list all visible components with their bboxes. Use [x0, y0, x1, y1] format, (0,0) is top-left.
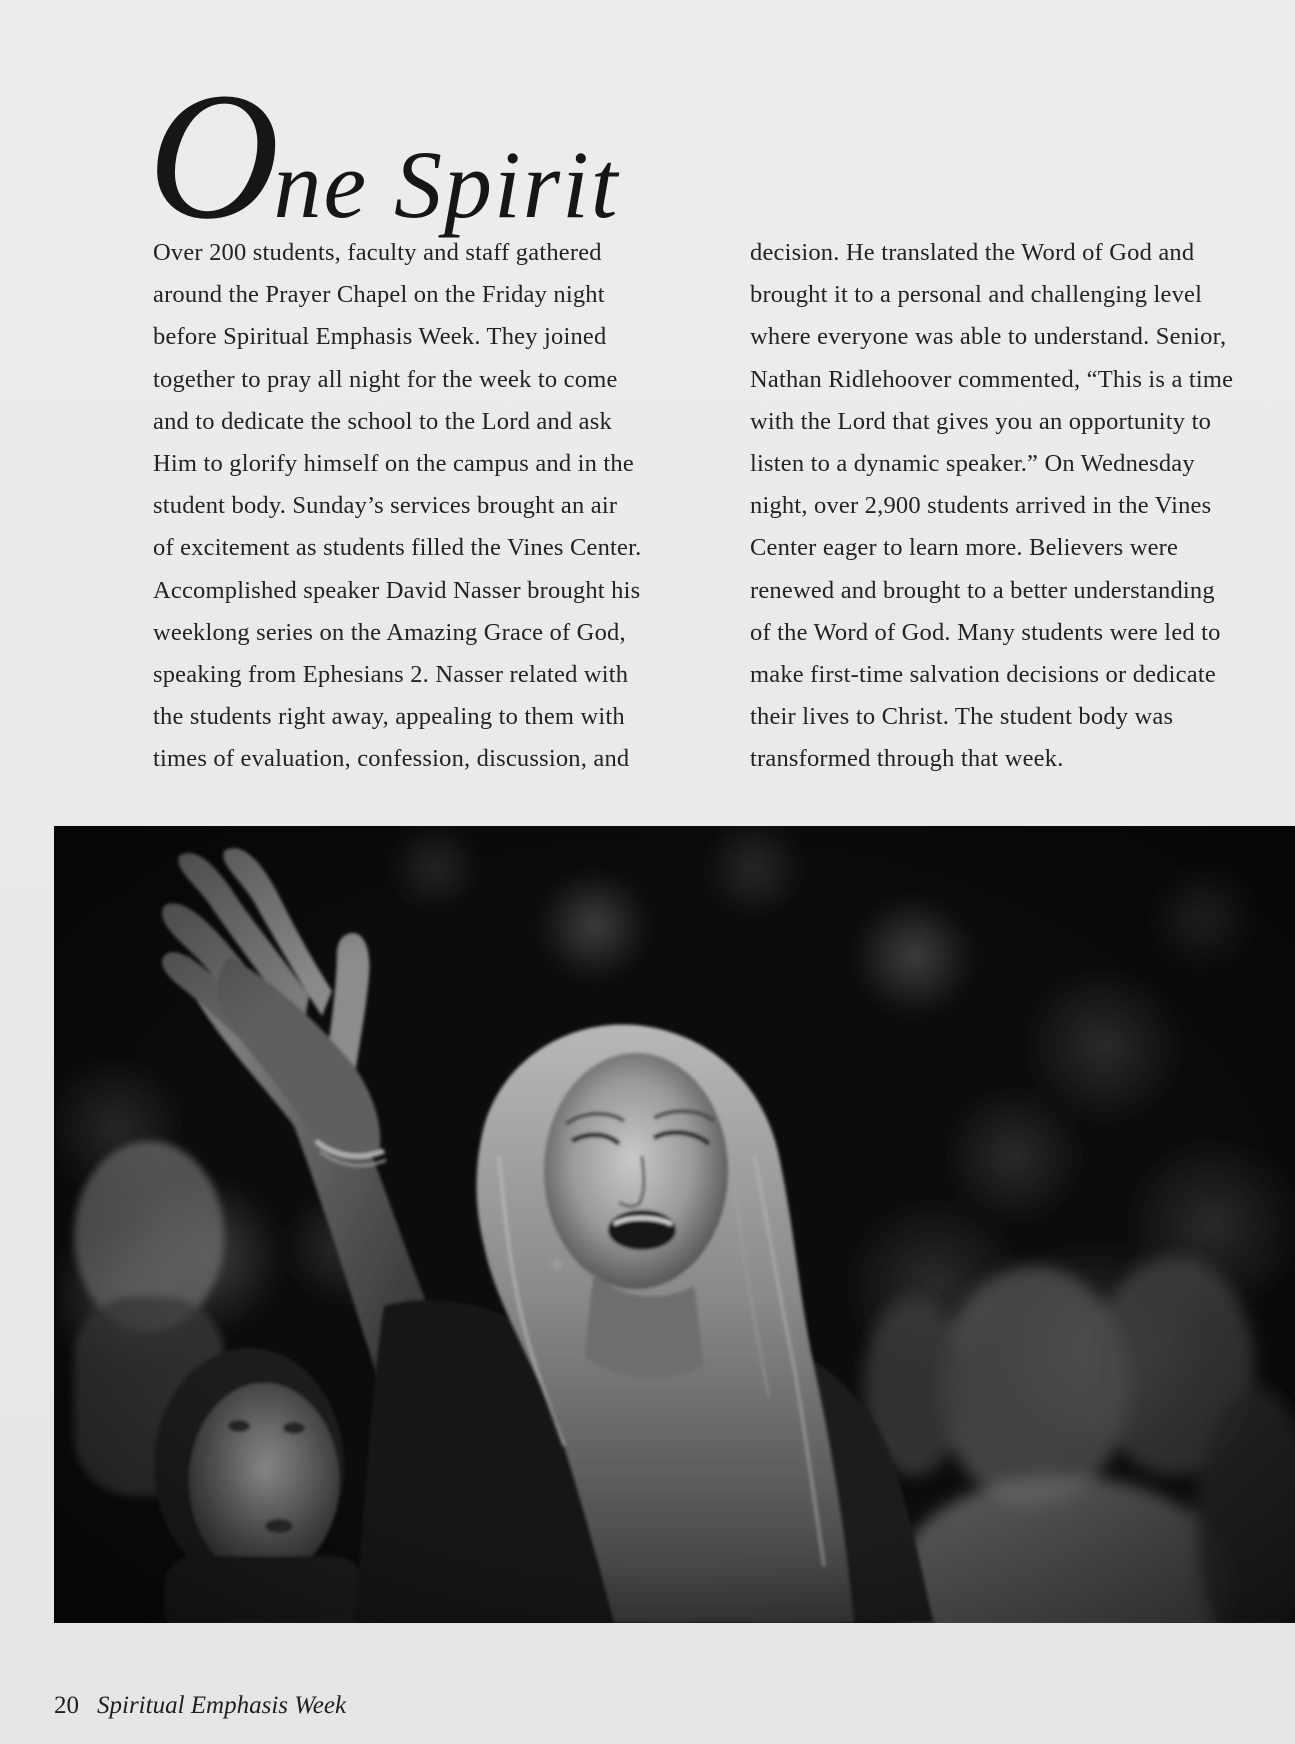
title-rest: ne Spirit	[273, 131, 620, 238]
body-line: brought it to a personal and challenging level	[750, 281, 1203, 309]
body-line: times of evaluation, confession, discussion, and	[153, 745, 630, 773]
worship-photo-illustration	[54, 826, 1295, 1623]
body-line: with the Lord that gives you an opportunity to	[750, 407, 1212, 435]
body-line: speaking from Ephesians 2. Nasser related with	[153, 661, 629, 689]
body-line: make first-time salvation decisions or dedicate	[750, 661, 1216, 689]
body-column-right	[750, 232, 1295, 781]
body-line: Center eager to learn more. Believers were	[750, 534, 1179, 562]
body-line: of the Word of God. Many students were led to	[750, 618, 1221, 646]
section-name: Spiritual Emphasis Week	[97, 1692, 347, 1719]
page-footer	[54, 1692, 346, 1720]
body-line: student body. Sunday’s services brought an air	[153, 492, 618, 520]
body-line: transformed through that week.	[750, 745, 1064, 773]
worship-photo	[54, 826, 1295, 1623]
body-line: decision. He translated the Word of God and	[750, 239, 1195, 266]
body-line: before Spiritual Emphasis Week. They joined	[153, 323, 607, 351]
page-number: 20	[54, 1692, 79, 1719]
body-line: weeklong series on the Amazing Grace of God,	[153, 618, 626, 646]
body-line: together to pray all night for the week to come	[153, 365, 618, 393]
body-line: where everyone was able to understand. Senior,	[750, 323, 1227, 351]
body-line: listen to a dynamic speaker.” On Wednesday	[750, 450, 1195, 478]
body-line: night, over 2,900 students arrived in the Vines	[750, 492, 1212, 520]
body-line: around the Prayer Chapel on the Friday night	[153, 281, 605, 309]
body-column-left	[153, 232, 713, 781]
body-line: Nathan Ridlehoover commented, “This is a time	[750, 365, 1234, 393]
body-line: Over 200 students, faculty and staff gathered	[153, 239, 602, 266]
body-line: their lives to Christ. The student body was	[750, 703, 1174, 731]
body-line: of excitement as students filled the Vines Center.	[153, 534, 642, 562]
body-line: Him to glorify himself on the campus and in the	[153, 450, 634, 478]
body-line: Accomplished speaker David Nasser brought his	[153, 576, 641, 604]
body-line: the students right away, appealing to them with	[153, 703, 625, 731]
body-line: and to dedicate the school to the Lord and ask	[153, 407, 612, 435]
body-line: renewed and brought to a better understanding	[750, 576, 1215, 604]
title-initial: O	[148, 56, 276, 257]
